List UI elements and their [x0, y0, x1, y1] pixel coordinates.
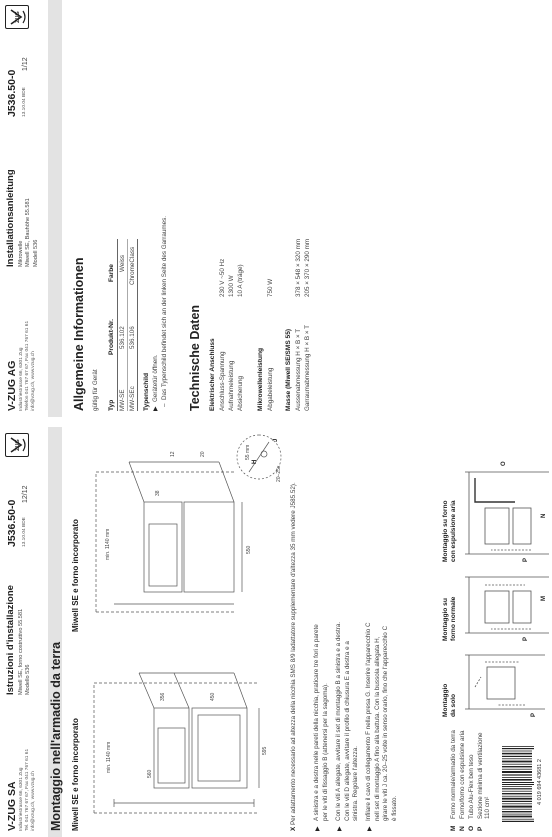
electrical-heading: Elektrischer Anschluss: [209, 338, 216, 411]
dimension-label: 550: [246, 545, 252, 554]
dimensions-heading: Masse (Miwell SE/SMS 55): [285, 328, 292, 411]
section-general-info: Allgemeine Informationen: [72, 257, 86, 411]
spec-value: 205 × 370 × 290 mm: [304, 238, 311, 297]
ventilation-diagram-2: [465, 569, 549, 641]
legend-text: Forno normale/armadio da terra: [450, 730, 457, 819]
vzug-logo-icon: [5, 5, 29, 29]
page-number: 1/12: [22, 57, 29, 71]
note-x-text: Per adattamento necessario ad altezza della nicchia SMS 8/9 ladattatore supplementare d'altezza 35 mm vedere J585.52).: [290, 482, 297, 826]
typeplate-dash: –: [161, 403, 168, 407]
table-cell: 536.106: [129, 326, 136, 349]
step-1: A sinistra e a destra nelle pareti della nicchia, praticare tre fori a parete per le viti di fissaggio B (attenersi per la sagoma).: [313, 624, 329, 821]
company-name: V-ZUG AG: [6, 360, 18, 411]
svg-text:ZUG: ZUG: [15, 439, 21, 451]
table-cell: 536.102: [119, 326, 126, 349]
note-x-letter: X: [290, 826, 297, 831]
legend-text: Tubo Alu-Flex ben teso: [468, 754, 475, 819]
table-header-color: Farbe: [108, 264, 115, 282]
ventilation-label-n: N: [541, 513, 547, 518]
dimension-label: min. 1140 mm: [106, 741, 112, 773]
typeplate-heading: Typenschild: [143, 373, 150, 411]
company-address: Industriestrasse 66, 6301 Zug Tel. 041 767 67 67, Fax 041 767 61 61 info@vzug.ch, www.vzug.ch: [19, 748, 36, 831]
legend-key: M: [450, 825, 457, 831]
ventilation-heading-3: Montaggio su forno con espulsione aria: [442, 500, 457, 562]
table-header-type: Typ: [108, 399, 115, 411]
typeplate-note: Das Typenschild befindet sich an der linken Seite des Garraumes.: [161, 216, 168, 400]
step-bullet-icon: ▶: [367, 826, 373, 831]
doc-date: 13.10.04 BDE: [22, 87, 27, 117]
doc-subtitle: Miwell SE, forno costruttivo 55.581 Modello 536: [18, 608, 32, 695]
table-header-rule: [117, 239, 118, 411]
spec-label: Aussenabmessung H × B × T: [295, 328, 302, 411]
step-bullet-icon: ▶: [315, 826, 321, 831]
ventilation-heading-1: Montaggio da solo: [442, 683, 457, 717]
company-name: V-ZUG SA: [6, 781, 18, 831]
installation-diagram-2: [84, 427, 284, 632]
ventilation-label-p: P: [531, 712, 537, 717]
spec-value: 750 W: [267, 278, 274, 297]
step-bullet-icon: ▶: [153, 406, 159, 411]
typeplate-step: Gerätetür öffnen.: [152, 354, 159, 402]
spec-label: Garraumabmessung H × B × T: [304, 325, 311, 411]
table-header-product: Produkt-Nr.: [108, 319, 115, 355]
dimension-label: 38: [155, 490, 161, 496]
barcode: [502, 742, 542, 822]
spec-value: 10 A (träge): [237, 264, 244, 297]
ventilation-label-p: P: [523, 557, 529, 562]
doc-code: J536.50-0: [6, 69, 18, 117]
ventilation-label-p: P: [523, 636, 529, 641]
step-2: Con le viti A allegate, avvitare il set di montaggio B a sinistra e a destra. Con le viti D allegate, avvitare il profilo di chiusura E a destra e a sinistra. Regolare l'altezza.: [335, 621, 359, 821]
svg-text:ZUG: ZUG: [15, 11, 21, 23]
doc-title: Installationsanleitung: [5, 169, 16, 267]
installation-diagram-1: [84, 633, 269, 833]
valid-for-label: gültig für Gerät: [92, 369, 99, 411]
dimension-label: min. 1140 mm: [105, 528, 111, 560]
dimension-label: 55 mm: [245, 444, 251, 460]
dimension-label: 450: [210, 692, 216, 701]
dimension-label: 12: [170, 451, 176, 457]
column-heading-2: Miwell SE e forno incorporato: [71, 519, 80, 632]
company-address: Industriestrasse 66, 6301 Zug Telefon 041 767 67 67, Fax 041 767 61 61 info@vzug.ch, www.vzug.ch: [19, 320, 36, 411]
spec-value: 230 V ~50 Hz: [219, 258, 226, 297]
angle-label: 20–25x: [276, 465, 282, 482]
legend-key: P: [477, 826, 484, 831]
doc-date: 13.10.04 BDE: [22, 517, 27, 547]
spec-label: Absicherung: [237, 375, 244, 411]
dimension-label: 356: [160, 692, 166, 701]
section-title: Montaggio nell'armadio da terra: [49, 641, 63, 831]
step-bullet-icon: ▶: [337, 826, 343, 831]
microwave-power-heading: Mikrowellenleistung: [257, 347, 264, 411]
legend-key: N: [459, 826, 466, 831]
spec-label: Anschluss-Spannung: [219, 351, 226, 411]
ventilation-diagram-3: [465, 452, 549, 562]
ventilation-label-o: O: [501, 461, 507, 466]
spec-label: Abgabeleistung: [267, 367, 274, 411]
part-label-j: J: [273, 438, 279, 442]
step-3: Infilare il cavo di collegamento F nella presa G. Inserire l'apparecchio C nell set di montaggio A fino alla battuta. Con la bussola allegata H, girare le viti J ca. 20–25 volte in senso orario, fino che l'apparecchio C è fissato.: [365, 622, 398, 821]
ventilation-heading-2: Montaggio su forno normale: [442, 596, 457, 641]
table-cell: MW-SE: [119, 389, 126, 411]
spec-label: Aufnahmeleistung: [228, 360, 235, 411]
section-technical-data: Technische Daten: [188, 304, 202, 411]
table-row-rule: [127, 239, 128, 411]
spec-value: 1300 W: [228, 275, 235, 297]
doc-subtitle: Mikrowelle Miwell SE, Bauhöhe 55.581 Modell 536: [18, 198, 39, 267]
legend-key: O: [468, 825, 475, 831]
top-band: [48, 0, 62, 417]
note-x: [290, 436, 299, 831]
ventilation-label-m: M: [541, 596, 547, 601]
doc-code: J536.50-0: [6, 499, 18, 547]
legend-text: Forno/forno con espulsione aria: [459, 730, 466, 819]
barcode-number: 4 019 694 43681 2: [537, 759, 543, 805]
page-number: 12/12: [22, 485, 29, 503]
dimension-label: 595: [262, 746, 268, 755]
spec-value: 378 × 548 × 320 mm: [295, 238, 302, 297]
dimension-label: 20: [200, 451, 206, 457]
vzug-logo-icon: [5, 433, 29, 457]
ventilation-diagram-1: [465, 647, 545, 717]
table-cell: Weiss: [119, 254, 126, 272]
doc-title: Istruzioni d'installazione: [5, 585, 16, 695]
legend-text: Sezione minima di ventilazione 110 cm²: [477, 732, 492, 819]
page-italian: [0, 427, 552, 837]
column-heading-1: Miwell SE e forno incorporato: [71, 718, 80, 831]
part-label-h: H: [252, 459, 258, 464]
table-cell: ChromeClass: [129, 246, 136, 285]
table-bottom-rule: [137, 239, 138, 411]
dimension-label: 560: [147, 769, 153, 778]
page-german: [0, 0, 552, 417]
table-cell: MW-SEc: [129, 386, 136, 411]
